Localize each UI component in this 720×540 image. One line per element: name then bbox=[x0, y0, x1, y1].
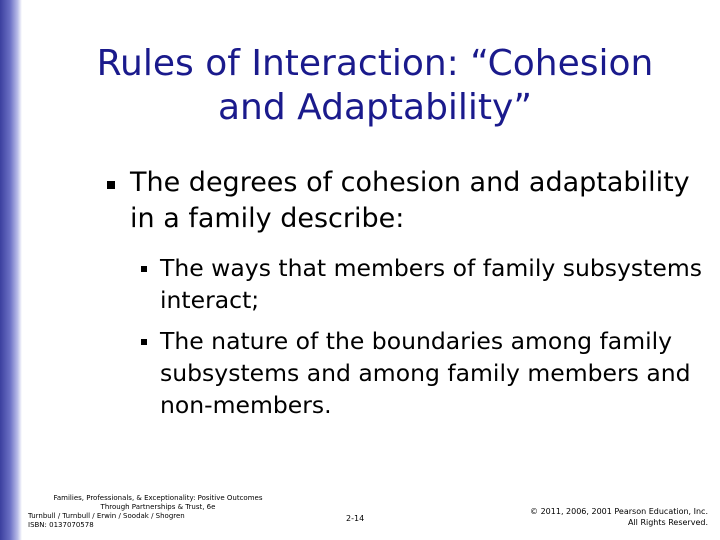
slide-title-line-1: Rules of Interaction: “Cohesion bbox=[96, 43, 654, 84]
footer-book-title-2: Through Partnerships & Trust, 6e bbox=[100, 503, 216, 511]
main-bullet-text: The degrees of cohesion and adaptability in a family describe: bbox=[130, 167, 690, 234]
footer-copyright-line-1: © 2011, 2006, 2001 Pearson Education, Inc. bbox=[530, 507, 708, 516]
square-bullet-icon bbox=[107, 181, 115, 189]
footer-book-isbn: ISBN: 0137070578 bbox=[28, 521, 94, 529]
square-bullet-icon bbox=[141, 266, 147, 272]
square-bullet-icon bbox=[141, 339, 147, 345]
slide-title-line-2: and Adaptability” bbox=[217, 87, 533, 128]
footer-book-title-1: Families, Professionals, & Exceptionality: Positive Outcomes bbox=[53, 494, 263, 502]
footer-copyright bbox=[490, 506, 708, 528]
footer-book-authors: Turnbull / Turnbull / Erwin / Soodak / Shogren bbox=[28, 512, 185, 520]
footer-copyright-line-2: All Rights Reserved. bbox=[627, 518, 708, 527]
slide-title bbox=[60, 42, 690, 130]
sub-bullet-text-1: The ways that members of family subsystems interact; bbox=[160, 254, 702, 314]
sub-bullet-text-2: The nature of the boundaries among family subsystems and among family members and non-members. bbox=[160, 327, 691, 419]
footer-book-info bbox=[28, 494, 288, 530]
decorative-side-bar bbox=[0, 0, 22, 540]
footer-page-number: 2-14 bbox=[346, 514, 365, 523]
